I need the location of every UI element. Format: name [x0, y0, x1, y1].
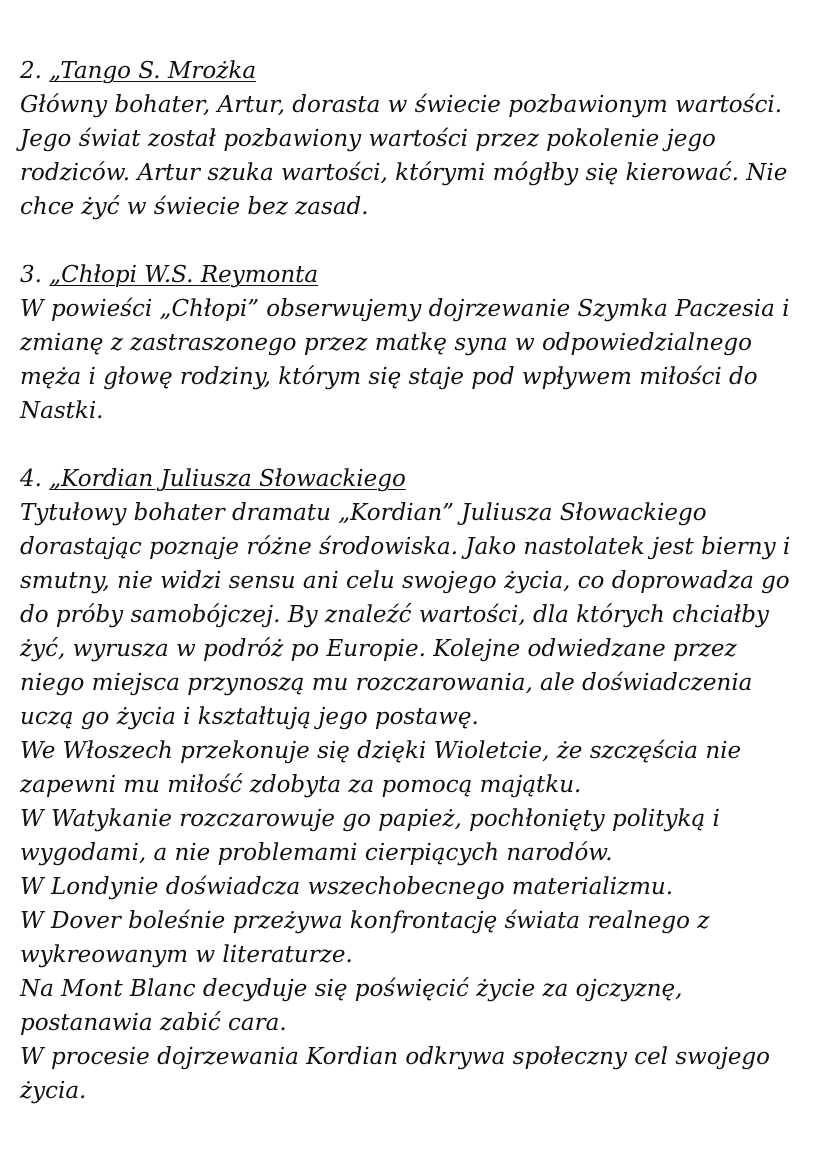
section-heading	[20, 54, 815, 88]
section-number: 2.	[20, 58, 50, 84]
section-kordian	[20, 462, 815, 1108]
paragraph-line: smutny, nie widzi sensu ani celu swojego życia, co doprowadza go	[20, 568, 790, 594]
paragraph-line: wygodami, a nie problemami cierpiących narodów.	[20, 840, 613, 866]
paragraph-line: W procesie dojrzewania Kordian odkrywa społeczny cel swojego	[20, 1044, 771, 1070]
paragraph-line: Na Mont Blanc decyduje się poświęcić życie za ojczyznę,	[20, 976, 683, 1002]
section-tango	[20, 54, 815, 224]
paragraph-line: We Włoszech przekonuje się dzięki Wioletcie, że szczęścia nie	[20, 738, 742, 764]
section-title: „Tango S. Mrożka	[49, 58, 257, 84]
paragraph-line: dorastając poznaje różne środowiska. Jako nastolatek jest bierny i	[20, 534, 791, 560]
section-title: „Chłopi W.S. Reymonta	[49, 262, 319, 288]
paragraph-line: chce żyć w świecie bez zasad.	[20, 194, 369, 220]
paragraph-line: żyć, wyrusza w podróż po Europie. Kolejne odwiedzane przez	[20, 636, 737, 662]
paragraph-line: do próby samobójczej. By znaleźć wartości, dla których chciałby	[20, 602, 769, 628]
document-page	[20, 54, 815, 1142]
paragraph-line: W Londynie doświadcza wszechobecnego materializmu.	[20, 874, 674, 900]
paragraph-line: Główny bohater, Artur, dorasta w świecie pozbawionym wartości.	[20, 92, 783, 118]
section-heading	[20, 462, 815, 496]
paragraph-line: W Dover boleśnie przeżywa konfrontację świata realnego z	[20, 908, 710, 934]
section-number: 3.	[20, 262, 50, 288]
paragraph-line: postanawia zabić cara.	[20, 1010, 287, 1036]
paragraph-line: Nastki.	[20, 398, 104, 424]
paragraph-line: życia.	[20, 1078, 87, 1104]
section-title: „Kordian Juliusza Słowackiego	[49, 466, 406, 492]
paragraph-line: W powieści „Chłopi” obserwujemy dojrzewanie Szymka Paczesia i	[20, 296, 790, 322]
paragraph-line: W Watykanie rozczarowuje go papież, pochłonięty polityką i	[20, 806, 720, 832]
paragraph-line: uczą go życia i kształtują jego postawę.	[20, 704, 479, 730]
paragraph-line: męża i głowę rodziny, którym się staje pod wpływem miłości do	[20, 364, 758, 390]
section-chlopi	[20, 258, 815, 428]
paragraph-line: Jego świat został pozbawiony wartości przez pokolenie jego	[20, 126, 716, 152]
paragraph-line: niego miejsca przynoszą mu rozczarowania, ale doświadczenia	[20, 670, 753, 696]
paragraph-line: Tytułowy bohater dramatu „Kordian” Juliusza Słowackiego	[20, 500, 707, 526]
section-number: 4.	[20, 466, 50, 492]
paragraph-line: zapewni mu miłość zdobyta za pomocą majątku.	[20, 772, 582, 798]
paragraph-line: wykreowanym w literaturze.	[20, 942, 353, 968]
paragraph-line: zmianę z zastraszonego przez matkę syna w odpowiedzialnego	[20, 330, 753, 356]
section-heading	[20, 258, 815, 292]
paragraph-line: rodziców. Artur szuka wartości, którymi mógłby się kierować. Nie	[20, 160, 788, 186]
